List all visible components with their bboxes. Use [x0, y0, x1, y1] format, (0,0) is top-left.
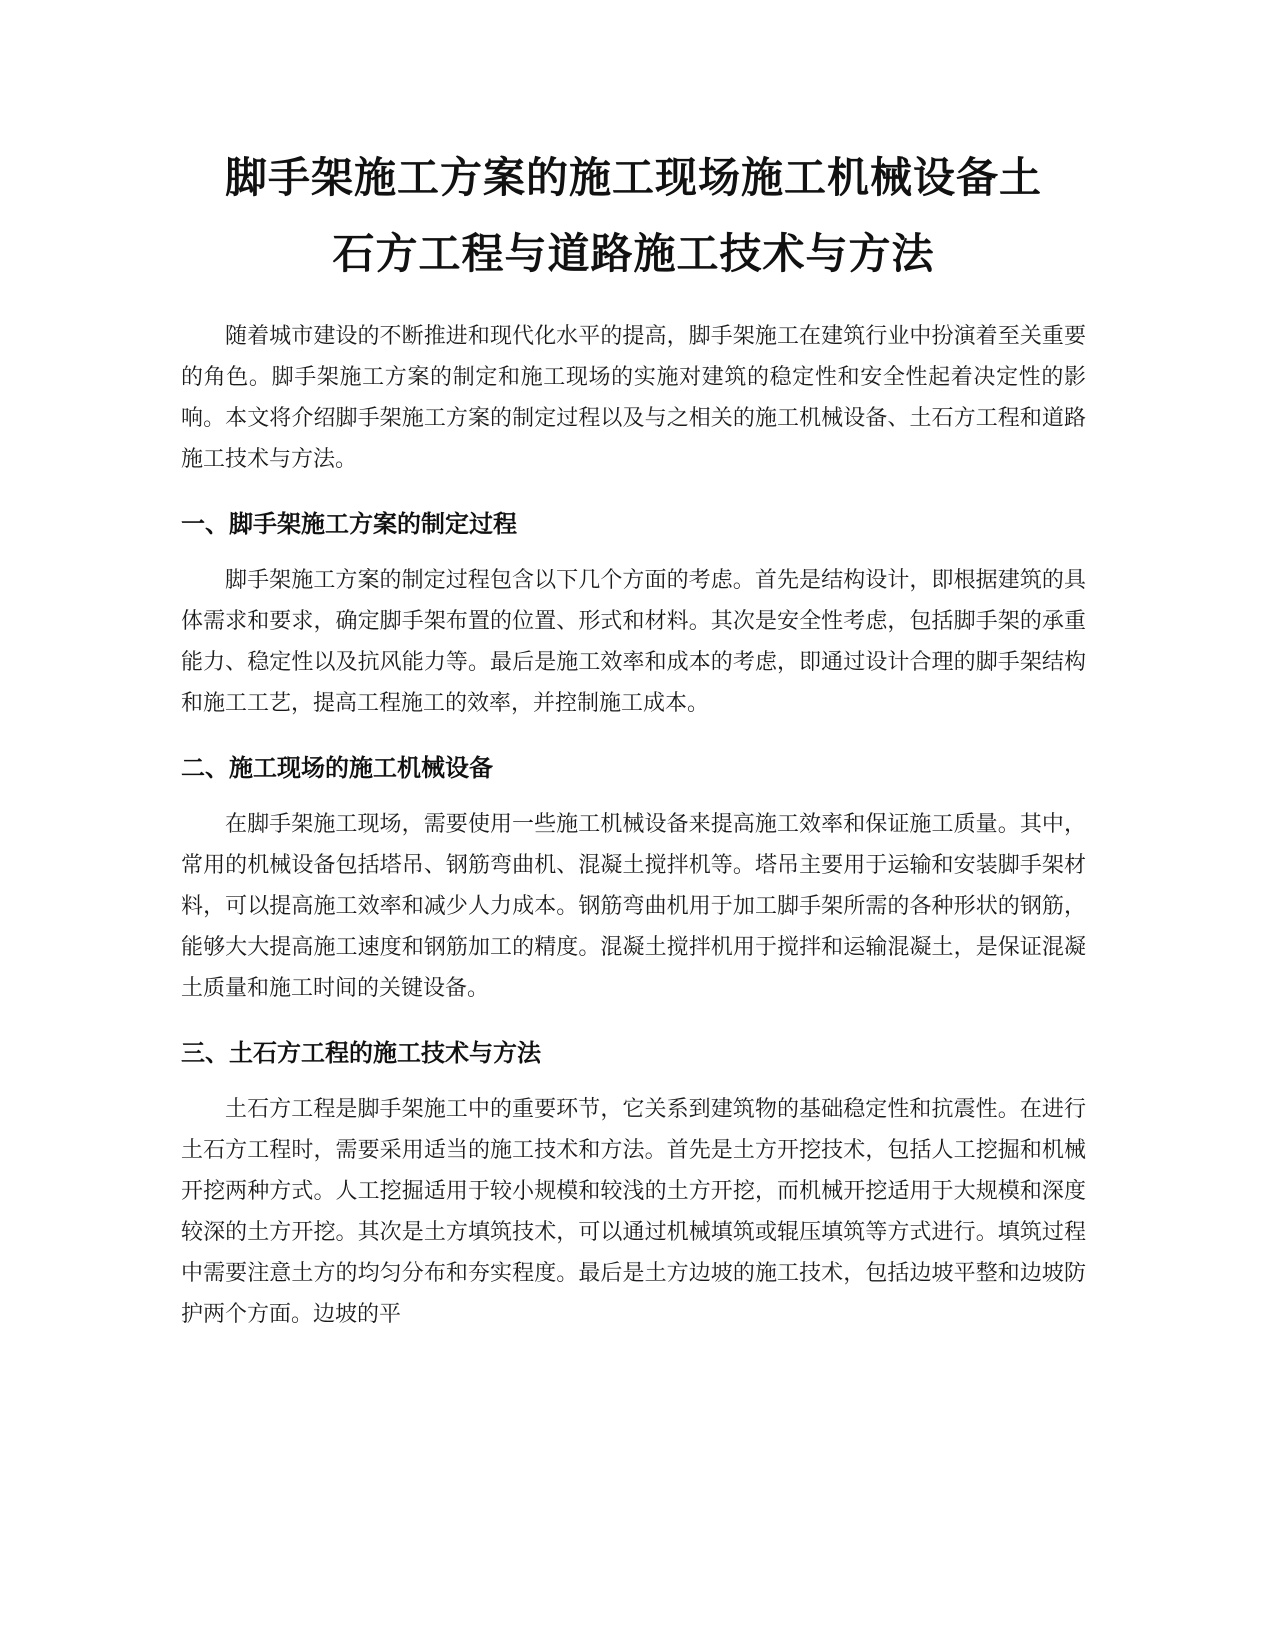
section-3-heading: 三、土石方工程的施工技术与方法 [181, 1039, 541, 1067]
title-line-2: 石方工程与道路施工技术与方法 [332, 229, 935, 278]
document-page [181, 140, 1086, 1335]
intro-paragraph: 随着城市建设的不断推进和现代化水平的提高，脚手架施工在建筑行业中扮演着至关重要的角色。脚手架施工方案的制定和施工现场的实施对建筑的稳定性和安全性起着决定性的影响。本文将介绍脚手架施工方案的制定过程以及与之相关的施工机械设备、土石方工程和道路施工技术与方法。 [181, 324, 1086, 472]
document-title [181, 140, 1086, 292]
section-2-heading: 二、施工现场的施工机械设备 [181, 754, 493, 782]
section-2-paragraph: 在脚手架施工现场，需要使用一些施工机械设备来提高施工效率和保证施工质量。其中，常用的机械设备包括塔吊、钢筋弯曲机、混凝土搅拌机等。塔吊主要用于运输和安装脚手架材料，可以提高施工效率和减少人力成本。钢筋弯曲机用于加工脚手架所需的各种形状的钢筋，能够大大提高施工速度和钢筋加工的精度。混凝土搅拌机用于搅拌和运输混凝土，是保证混凝土质量和施工时间的关键设备。 [181, 812, 1086, 1001]
section-1-heading: 一、脚手架施工方案的制定过程 [181, 510, 517, 538]
section-3-paragraph: 土石方工程是脚手架施工中的重要环节，它关系到建筑物的基础稳定性和抗震性。在进行土石方工程时，需要采用适当的施工技术和方法。首先是土方开挖技术，包括人工挖掘和机械开挖两种方式。人工挖掘适用于较小规模和较浅的土方开挖，而机械开挖适用于大规模和深度较深的土方开挖。其次是土方填筑技术，可以通过机械填筑或辊压填筑等方式进行。填筑过程中需要注意土方的均匀分布和夯实程度。最后是土方边坡的施工技术，包括边坡平整和边坡防护两个方面。边坡的平 [181, 1097, 1086, 1327]
section-1-paragraph: 脚手架施工方案的制定过程包含以下几个方面的考虑。首先是结构设计，即根据建筑的具体需求和要求，确定脚手架布置的位置、形式和材料。其次是安全性考虑，包括脚手架的承重能力、稳定性以及抗风能力等。最后是施工效率和成本的考虑，即通过设计合理的脚手架结构和施工工艺，提高工程施工的效率，并控制施工成本。 [181, 568, 1086, 716]
title-line-1: 脚手架施工方案的施工现场施工机械设备土 [224, 153, 1042, 202]
